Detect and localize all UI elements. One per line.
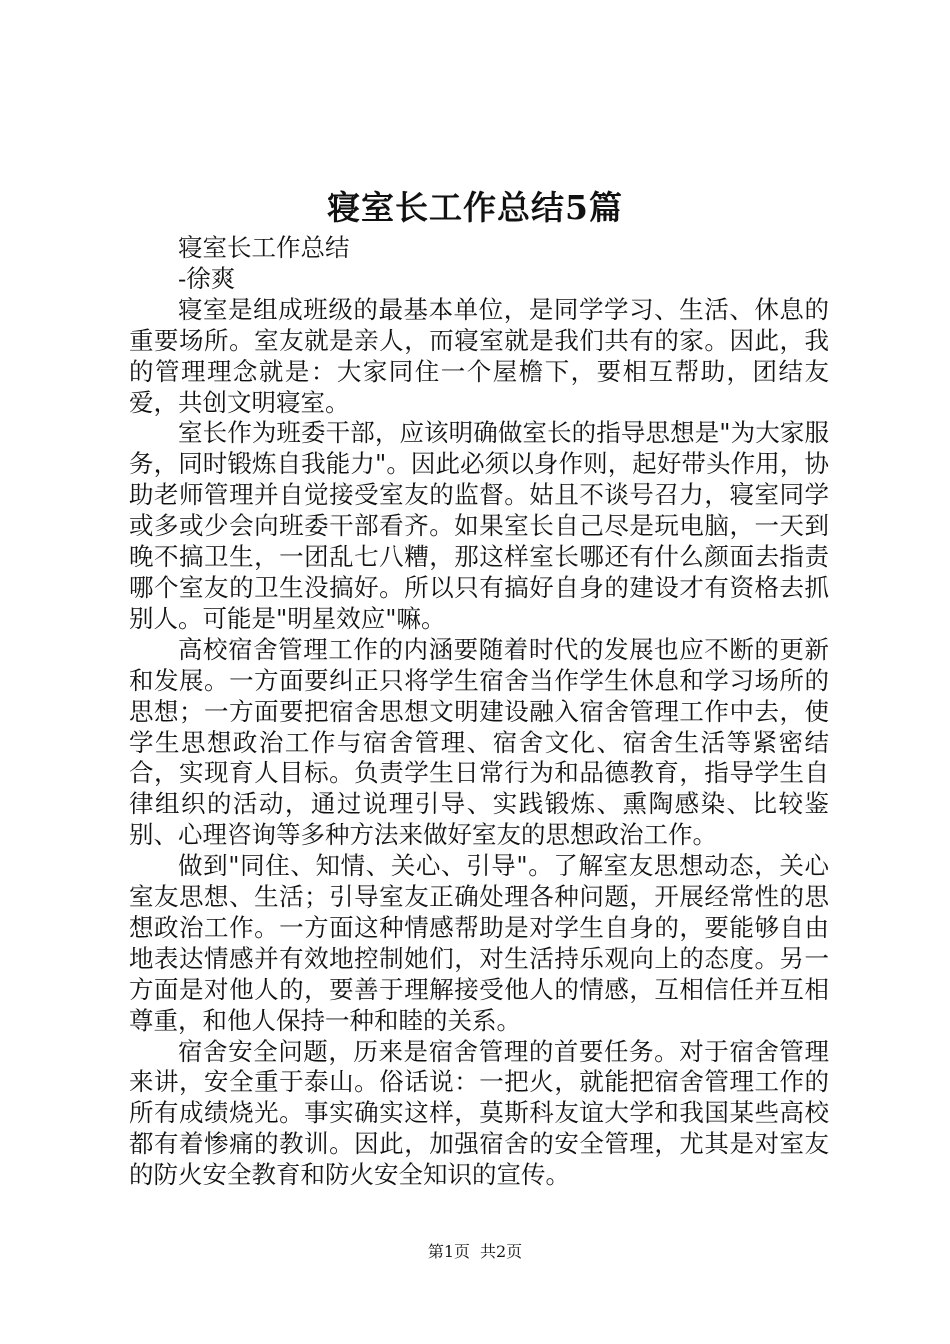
document-title: 寝室长工作总结5篇 xyxy=(327,188,623,227)
body-paragraph: 高校宿舍管理工作的内涵要随着时代的发展也应不断的更新和发展。一方面要纠正只将学生宿舍当作学生休息和学习场所的思想；一方面要把宿舍思想文明建设融入宿舍管理工作中去，使学生思想政治工作与宿舍管理、宿舍文化、宿舍生活等紧密结合，实现育人目标。负责学生日常行为和品德教育，指导学生自律组织的活动，通过说理引导、实践锻炼、熏陶感染、比较鉴别、心理咨询等多种方法来做好室友的思想政治工作。 xyxy=(129,634,829,850)
page-number: 第1页 xyxy=(427,1242,470,1261)
body-paragraph: 寝室是组成班级的最基本单位，是同学学习、生活、休息的重要场所。室友就是亲人，而寝室就是我们共有的家。因此，我的管理理念就是：大家同住一个屋檐下，要相互帮助，团结友爱，共创文明寝室。 xyxy=(129,294,829,417)
document-body xyxy=(129,233,829,1191)
page-total: 共2页 xyxy=(480,1242,523,1261)
body-paragraph: 宿舍安全问题，历来是宿舍管理的首要任务。对于宿舍管理来讲，安全重于泰山。俗话说：一把火，就能把宿舍管理工作的所有成绩烧光。事实确实这样，莫斯科友谊大学和我国某些高校都有着惨痛的教训。因此，加强宿舍的安全管理，尤其是对室友的防火安全教育和防火安全知识的宣传。 xyxy=(129,1036,829,1190)
page-footer xyxy=(0,1240,950,1264)
author-paragraph: -徐爽 xyxy=(178,263,236,293)
body-paragraph: 室长作为班委干部，应该明确做室长的指导思想是"为大家服务，同时锻炼自我能力"。因此必须以身作则，起好带头作用，协助老师管理并自觉接受室友的监督。姑且不谈号召力，寝室同学或多或少会向班委干部看齐。如果室长自己尽是玩电脑，一天到晚不搞卫生，一团乱七八糟，那这样室长哪还有什么颜面去指责哪个室友的卫生没搞好。所以只有搞好自身的建设才有资格去抓别人。可能是"明星效应"嘛。 xyxy=(129,418,829,633)
body-paragraph: 做到"同住、知情、关心、引导"。了解室友思想动态，关心室友思想、生活；引导室友正确处理各种问题，开展经常性的思想政治工作。一方面这种情感帮助是对学生自身的，要能够自由地表达情感并有效地控制她们，对生活持乐观向上的态度。另一方面是对他人的，要善于理解接受他人的情感，互相信任并互相尊重，和他人保持一种和睦的关系。 xyxy=(129,851,829,1035)
subtitle-paragraph: 寝室长工作总结 xyxy=(178,233,350,262)
